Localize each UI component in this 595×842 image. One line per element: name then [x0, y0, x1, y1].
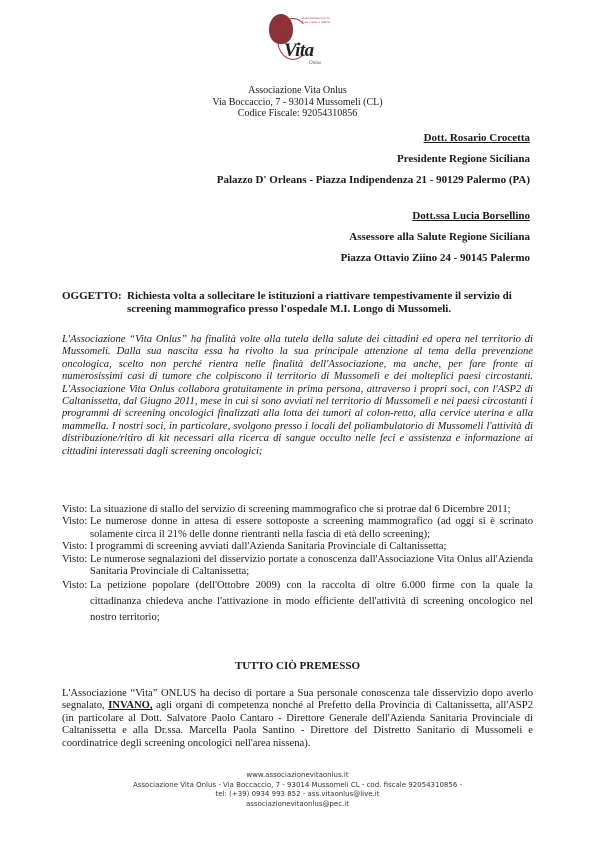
consideration-text: Le numerose segnalazioni del disservizio portate a conoscenza dall'Associazione Vita Onlus all'Azienda Sanitaria Provinciale di Caltanissetta; [90, 553, 533, 578]
consideration-label: Visto: [62, 541, 88, 553]
subject-label: OGGETTO: [62, 290, 122, 302]
subject-text: Richiesta volta a sollecitare le istituzioni a riattivare tempestivamente il servizio di screening mammografico presso l'ospedale M.I. Longo di Mussomeli. [127, 290, 512, 315]
recipient-role: Assessore alla Salute Regione Siciliana [349, 231, 530, 243]
association-tax-code: Codice Fiscale: 92054310856 [237, 108, 358, 119]
closing-text-after: agli organi di competenza nonché al Prefetto della Provincia di Caltanissetta, all'ASP2 (in particolare al Dott. Salvatore Paolo Cantaro - Direttore Generale dell'Azienda Sanitaria Provinciale di Caltanissetta e alla Dr.ssa. Marcella Paola Santino - Direttore del Distretto Sanitario di Mussomeli e coordinatrice degli screening oncologici nell'area nissena). [62, 700, 533, 749]
recipient-block-1 [217, 128, 530, 191]
logo-onlus: Onlus [309, 61, 321, 66]
footer-pec: associazionevitaonlus@pec.it [246, 799, 349, 808]
consideration-label: Visto: [62, 504, 88, 515]
consideration-label: Visto: [62, 580, 88, 592]
closing-text-before: L'Associazione “Vita” ONLUS ha deciso di portare a Sua personale conoscenza tale disservizio dopo averlo segnalato, [62, 688, 533, 712]
consideration-text: La petizione popolare (dell'Ottobre 2009) con la raccolta di oltre 6.000 firme con la quale la cittadinanza chiedeva anche l'attivazione in modo efficiente dell'attività di screening oncologico nel nostro territorio; [90, 580, 533, 624]
consideration-item [62, 541, 533, 553]
recipient-block-2 [341, 206, 530, 269]
footer-website: www.associazionevitaonlus.it [246, 771, 349, 779]
consideration-label: Visto: [62, 553, 88, 565]
consideration-item [62, 504, 533, 516]
premesso-heading: TUTTO CIÒ PREMESSO [234, 660, 361, 672]
closing-paragraph [62, 688, 533, 750]
footer-contacts: tel: (+39) 0934 993 852 - ass.vitaonlus@live.it [215, 790, 380, 798]
footer-address: Associazione Vita Onlus - Via Boccaccio, 7 - 93014 Mussomeli CL - cod. fiscale 92054310856 - [132, 780, 463, 789]
recipient-role: Presidente Regione Siciliana [396, 153, 530, 165]
association-header [0, 85, 595, 120]
considerations-list [62, 504, 533, 626]
consideration-item [62, 516, 533, 541]
consideration-text: Le numerose donne in attesa di essere sottoposte a screening mammografico (ad oggi si è scrinato solamente circa il 21% delle donne rientranti nella fascia di età dello screening); [90, 516, 533, 540]
association-logo [262, 14, 334, 72]
consideration-item [62, 578, 533, 626]
page-footer [0, 771, 595, 809]
consideration-label: Visto: [62, 516, 88, 528]
consideration-text: La situazione di stallo del servizio di screening mammografico che si protrae dal 6 Dicembre 2011; [90, 504, 511, 515]
intro-paragraph: L'Associazione “Vita Onlus” ha finalità volte alla tutela della salute dei cittadini ed opera nel territorio di Mussomeli. Dalla sua nascita essa ha rivolto la sua principale attenzione al tema della prevenzione oncologica, scelto non perché rientra nelle finalità dell'Associazione, ma anche, per fare fronte ai numerosissimi casi di tumore che colpiscono il territorio di Mussomeli e dei molteplici paesi circostanti. L'Associazione Vita Onlus collabora gratuitamente in prima persona, attraverso i propri soci, con l'ASP2 di Caltanissetta, dal Giugno 2011, mese in cui si sono avviati nel territorio di Mussomeli e nei paesi circostanti i programmi di screening oncologici finalizzati alla lotta dei tumori al colon-retto, alla cervice uterina e alla mammella. I nostri soci, in particolare, svolgono presso i locali del poliambulatorio di Mussomeli l'attività di distribuzione/ritiro di kit necessari alla ricerca di sangue occulto nelle feci e assistenza e informazione ai cittadini interessati dagli screening oncologici; [62, 334, 533, 457]
logo-wordmark: Vita [284, 40, 314, 61]
association-address: Via Boccaccio, 7 - 93014 Mussomeli (CL) [212, 96, 383, 108]
recipient-name: Dott. Rosario Crocetta [423, 132, 530, 144]
consideration-item [62, 554, 533, 579]
closing-invano: INVANO, [108, 700, 153, 712]
recipient-address: Palazzo D' Orleans - Piazza Indipendenza 21 - 90129 Palermo (PA) [216, 174, 530, 186]
recipient-name: Dott.ssa Lucia Borsellino [412, 210, 530, 222]
subject-block [62, 290, 537, 316]
association-name: Associazione Vita Onlus [248, 85, 347, 96]
consideration-text: I programmi di screening avviati dall'Azienda Sanitaria Provinciale di Caltanissetta; [90, 541, 447, 553]
recipient-address: Piazza Ottavio Ziino 24 - 90145 Palermo [340, 252, 530, 264]
logo-tagline: Associazione per la lotta contro i tumori [302, 16, 331, 24]
